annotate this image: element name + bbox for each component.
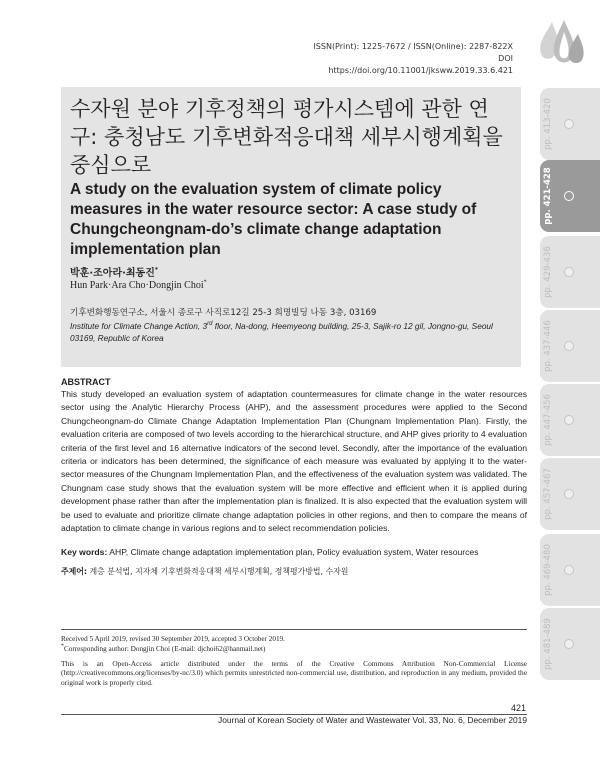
keywords-value: 계층 분석법, 지자체 기후변화적응대책 세부시행계획, 정책평가방법, 수자원 bbox=[89, 567, 349, 576]
keywords-label: 주제어: bbox=[61, 567, 88, 576]
footnotes bbox=[61, 634, 285, 654]
page-tab[interactable] bbox=[540, 236, 600, 308]
page-tab[interactable] bbox=[540, 608, 600, 680]
english-keywords bbox=[61, 547, 479, 557]
journal-footer: Journal of Korean Society of Water and Wastewater Vol. 33, No. 6, December 2019 bbox=[218, 715, 527, 725]
korean-affiliation: 기후변화행동연구소, 서울시 종로구 사직로12길 25-3 희명빌딩 나동 3층, 03169 bbox=[70, 308, 377, 318]
corresponding-mark: * bbox=[61, 643, 64, 650]
affiliation-part: floor, Na-dong, Heemyeong building, 25-3, Sajik-ro 12 gil, Jongno-gu, Seoul 03169, Republic of Korea bbox=[70, 321, 493, 343]
korean-authors bbox=[70, 264, 158, 279]
circle-icon bbox=[564, 267, 574, 277]
circle-icon bbox=[564, 119, 574, 129]
page-tab[interactable] bbox=[540, 458, 600, 530]
page-tab-label: pp. 429-436 bbox=[543, 246, 553, 298]
keywords-label: Key words: bbox=[61, 547, 108, 557]
korean-title: 수자원 분야 기후정책의 평가시스템에 관한 연구: 충청남도 기후변화적응대책 세부시행계획을 중심으로 bbox=[70, 97, 503, 177]
page-tab-label: pp. 469-480 bbox=[543, 544, 553, 596]
circle-icon bbox=[564, 341, 574, 351]
page-tab-label: pp. 447-456 bbox=[543, 394, 553, 446]
korean-author-names: 박훈·조아라·최동진 bbox=[70, 268, 155, 279]
doi-link[interactable]: DOI https://doi.org/10.11001/jksww.2019.33.6.421 bbox=[328, 54, 513, 75]
license-statement: This is an Open-Access article distributed under the terms of the Creative Commons Attribution Non-Commercial License (http://creativecommons.org/licenses/by-nc/3.0) which permits unrestricted non-commercial use, distribution, and reproduction in any medium, provided the original work is properly cited. bbox=[61, 659, 527, 687]
page-tab[interactable] bbox=[540, 534, 600, 606]
abstract-body: This study developed an evaluation system of adaptation countermeasures for climate change in the water resources sector using the Analytic Hierarchy Process (AHP), and the assessment procedures were applied to the Second Chungcheongnam-do Climate Change Adaptation Implementation Plan (Chungnam Implementation Plan). Firstly, the evaluation criteria are composed of two levels according to the hierarchical structure, and AHP gives priority to 4 evaluation criteria of the first level and 16 alternative indicators of the second level. Secondly, after the importance of the evaluation criteria or indicators has been determined, the significance of each measure was evaluated by applying it to the water-sector measures of the Chungnam Implementation Plan, and the effectiveness of the evaluation system was validated. The Chungnam case study shows that the evaluation system will be more effective and efficient when it is applied during development phase rather than after the implementation plan is finalized. It is also expected that the evaluation system will be used to evaluate and prioritize climate change adaptation policies in other regions, and then to compare the means of adaptation to climate change in various regions and to select recommendation policies. bbox=[61, 389, 527, 534]
page-number: 421 bbox=[510, 703, 526, 713]
english-author-names: Hun Park·Ara Cho·Dongjin Choi bbox=[70, 280, 204, 291]
circle-icon bbox=[564, 191, 574, 201]
circle-icon bbox=[564, 639, 574, 649]
issn-line: ISSN(Print): 1225-7672 / ISSN(Online): 2287-822X bbox=[313, 42, 513, 51]
page-tab[interactable] bbox=[540, 88, 600, 160]
page-tab-label: pp. 413-420 bbox=[543, 98, 553, 150]
keywords-value: AHP, Climate change adaptation implementation plan, Policy evaluation system, Water resources bbox=[109, 547, 479, 557]
english-authors bbox=[70, 280, 207, 291]
page-tab-label: pp. 437-446 bbox=[543, 320, 553, 372]
page-tab-active[interactable] bbox=[540, 160, 600, 232]
page-tab-label: pp. 421-428 bbox=[543, 167, 553, 225]
korean-keywords bbox=[61, 566, 348, 577]
english-affiliation bbox=[70, 320, 510, 344]
page-tab-label: pp. 481-489 bbox=[543, 618, 553, 670]
footnote-divider bbox=[61, 629, 527, 630]
corresponding-author-text: Corresponding author: Dongjin Choi (E-mail: djchoi62@hanmail.net) bbox=[64, 645, 266, 653]
english-title: A study on the evaluation system of climate policy measures in the water resource sector: A case study of Chungcheongnam-do’s climate change adaptation implementation plan bbox=[70, 181, 477, 258]
corresponding-mark: * bbox=[203, 279, 207, 286]
corresponding-author bbox=[61, 644, 285, 654]
circle-icon bbox=[564, 415, 574, 425]
journal-logo-icon bbox=[532, 12, 588, 68]
received-dates: Received 5 April 2019, revised 30 September 2019, accepted 3 October 2019. bbox=[61, 635, 285, 643]
circle-icon bbox=[564, 489, 574, 499]
page-tab-label: pp. 457-467 bbox=[543, 468, 553, 520]
page-tab[interactable] bbox=[540, 384, 600, 456]
circle-icon bbox=[564, 565, 574, 575]
issn-doi-block bbox=[313, 41, 513, 77]
page-tab[interactable] bbox=[540, 310, 600, 382]
corresponding-mark: * bbox=[154, 266, 159, 274]
affiliation-ordinal: rd bbox=[207, 321, 213, 328]
affiliation-part: Institute for Climate Change Action, 3 bbox=[70, 321, 208, 331]
article-page-tabs bbox=[540, 88, 600, 688]
abstract-heading: ABSTRACT bbox=[61, 377, 111, 387]
